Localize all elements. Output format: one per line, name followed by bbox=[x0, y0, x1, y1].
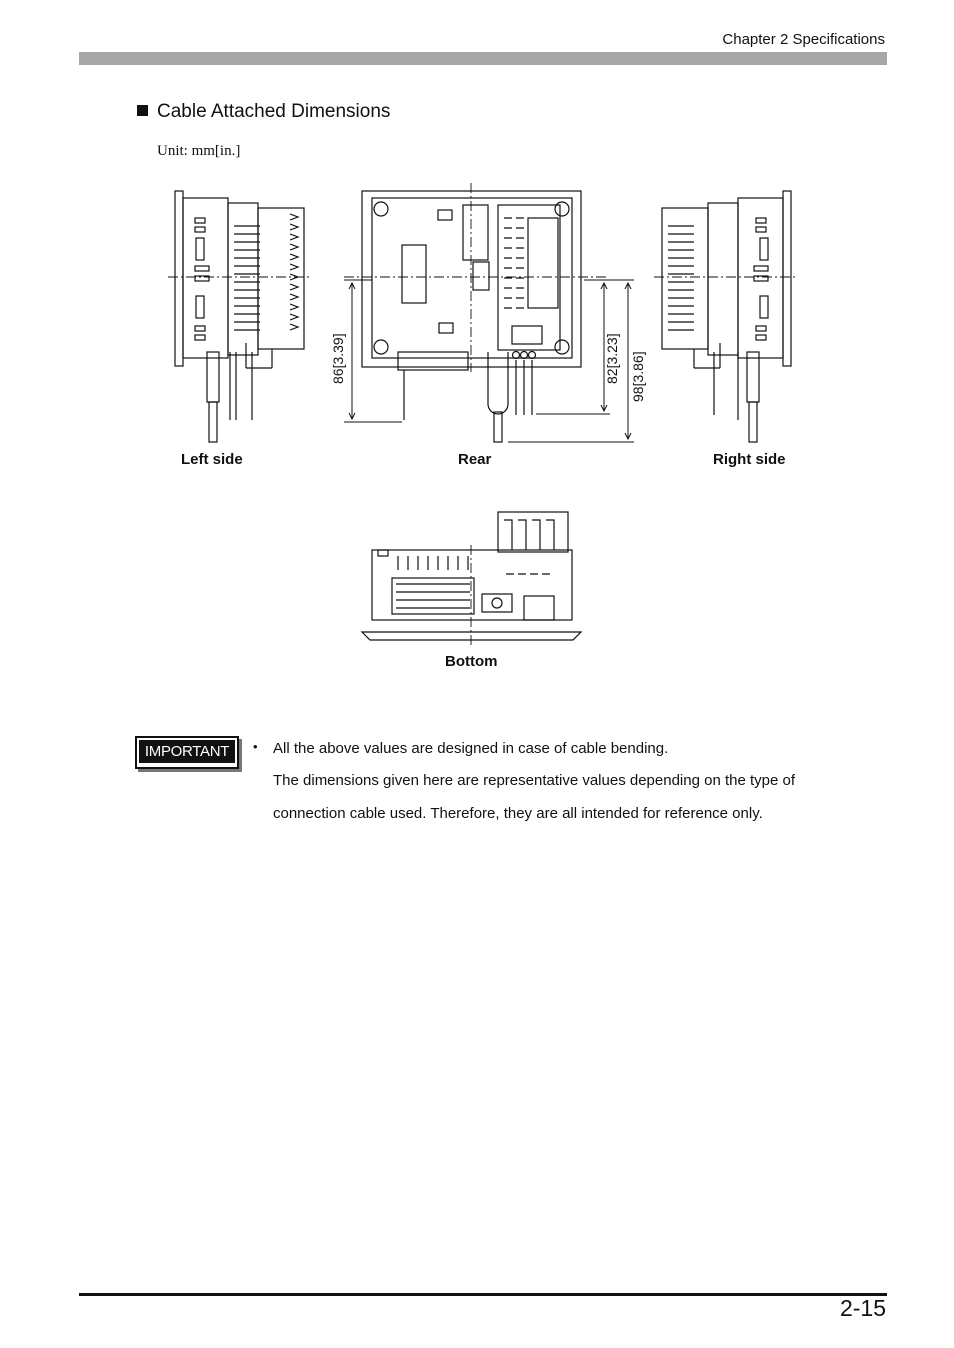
footer-rule bbox=[79, 1293, 887, 1296]
note-line-2: The dimensions given here are representative values depending on the type of bbox=[273, 772, 796, 789]
important-badge-text: IMPORTANT bbox=[139, 740, 235, 763]
bottom-view bbox=[362, 512, 581, 640]
left-side-view bbox=[175, 191, 304, 442]
dimension-82: 82[3.23] bbox=[604, 333, 620, 384]
note-line-1: All the above values are designed in case of cable bending. bbox=[273, 740, 669, 757]
unit-note: Unit: mm[in.] bbox=[157, 143, 241, 159]
note-bullet: • bbox=[253, 739, 258, 754]
dimension-98: 98[3.86] bbox=[630, 351, 646, 402]
section-title-text: Cable Attached Dimensions bbox=[157, 101, 391, 122]
rear-label: Rear bbox=[458, 451, 492, 468]
dimension-86: 86[3.39] bbox=[330, 333, 346, 384]
left-side-label: Left side bbox=[181, 451, 243, 468]
bottom-label: Bottom bbox=[445, 653, 498, 670]
right-side-view bbox=[662, 191, 791, 442]
chapter-header: Chapter 2 Specifications bbox=[722, 31, 885, 48]
page-number: 2-15 bbox=[839, 1295, 886, 1321]
important-badge bbox=[135, 736, 239, 769]
note-line-3: connection cable used. Therefore, they are all intended for reference only. bbox=[273, 805, 763, 822]
rear-view bbox=[362, 191, 581, 442]
right-side-label: Right side bbox=[713, 451, 786, 468]
